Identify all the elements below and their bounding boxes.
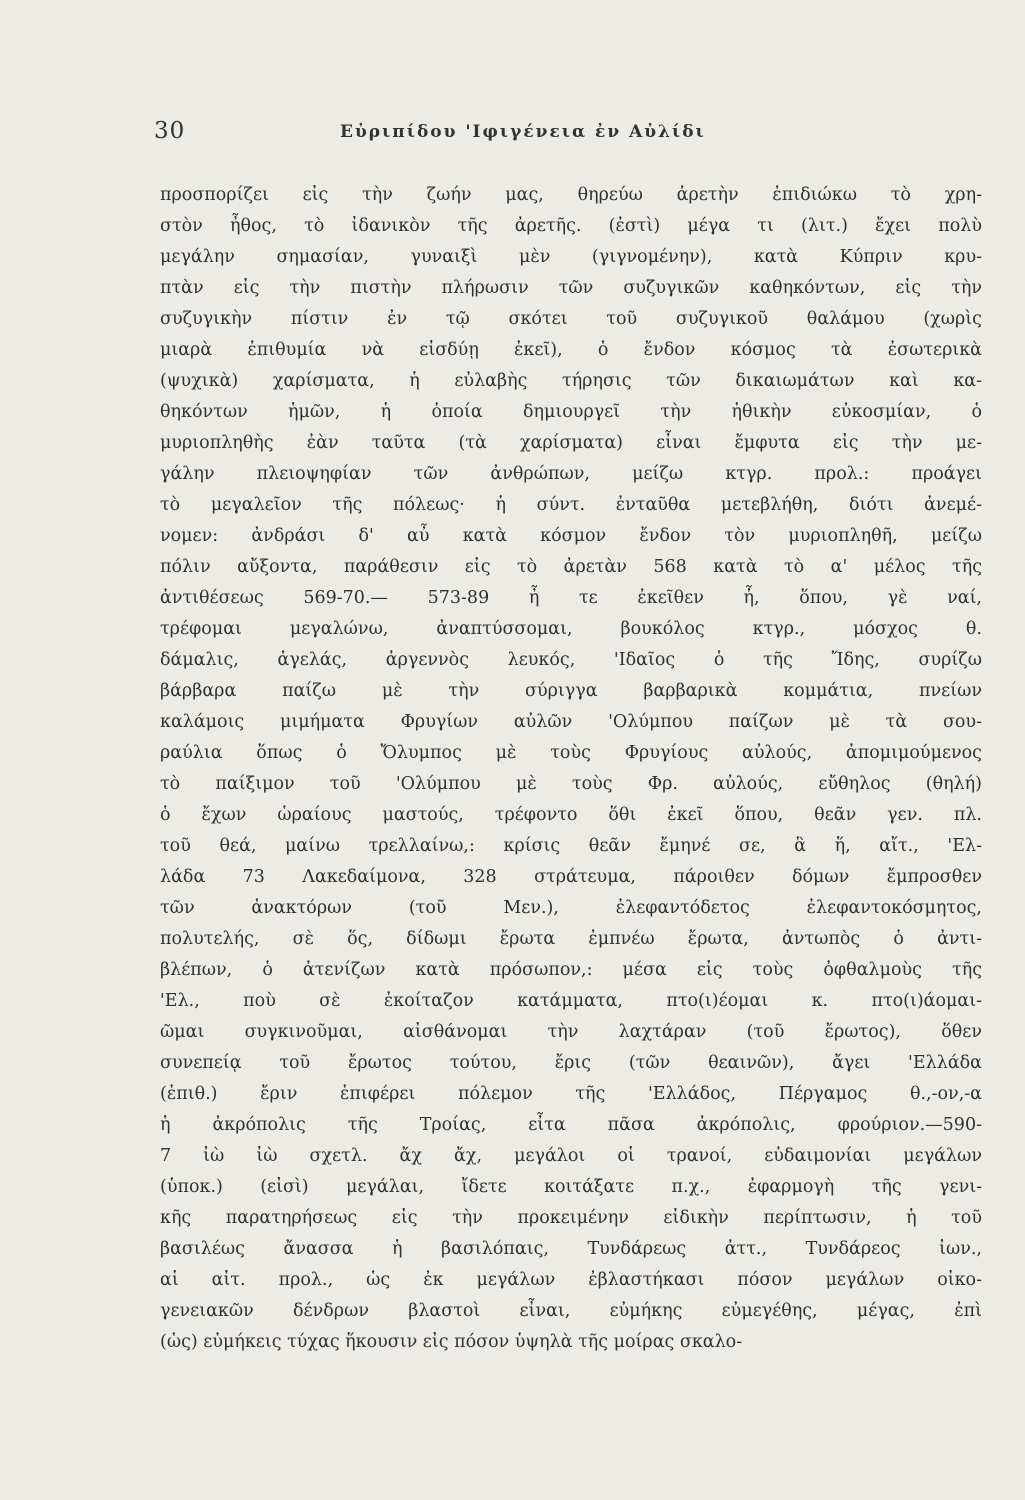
running-head: Εὐριπίδου 'Ιφιγένεια ἐν Αὐλίδι [340,122,706,142]
text-line: βλέπων, ὁ ἀτενίζων κατὰ πρόσωπον,: μέσα εἰς τοὺς ὀφθαλμοὺς τῆς [160,960,982,980]
text-line: πόλιν αὔξοντα, παράθεσιν εἰς τὸ ἀρετὰν 568 κατὰ τὸ α' μέλος τῆς [160,557,982,577]
text-line: λάδα 73 Λακεδαίμονα, 328 στράτευμα, πάροιθεν δόμων ἔμπροσθεν [160,867,982,887]
text-line: (ὑποκ.) (εἰσὶ) μεγάλαι, ἴδετε κοιτάξατε π.χ., ἐφαρμογὴ τῆς γενι- [160,1177,982,1197]
text-line: ραύλια ὅπως ὁ Ὄλυμπος μὲ τοὺς Φρυγίους αὐλούς, ἀπομιμούμενος [160,743,982,763]
text-line: στὸν ἦθος, τὸ ἰδανικὸν τῆς ἀρετῆς. (ἐστὶ) μέγα τι (λιτ.) ἔχει πολὺ [160,216,982,236]
text-line: συζυγικὴν πίστιν ἐν τῷ σκότει τοῦ συζυγικοῦ θαλάμου (χωρὶς [160,309,982,329]
text-line: βασιλέως ἄνασσα ἡ βασιλόπαις, Τυνδάρεως ἀττ., Τυνδάρεος ἰων., [160,1239,982,1259]
page-number: 30 [154,118,186,144]
text-line: (ἐπιθ.) ἔριν ἐπιφέρει πόλεμον τῆς 'Ελλάδος, Πέργαμος θ.,-ον,-α [160,1084,982,1104]
text-line: (ψυχικὰ) χαρίσματα, ἡ εὐλαβὴς τήρησις τῶν δικαιωμάτων καὶ κα- [160,371,982,391]
text-line: ἀντιθέσεως 569-70.— 573-89 ἦ τε ἐκεῖθεν ἦ, ὅπου, γὲ ναί, [160,588,982,608]
text-line: προσπορίζει εἰς τὴν ζωήν μας, θηρεύω ἀρετὴν ἐπιδιώκω τὸ χρη- [160,185,982,205]
text-line: (ὡς) εὐμήκεις τύχας ἥκουσιν εἰς πόσον ὑψηλὰ τῆς μοίρας σκαλο- [160,1332,743,1352]
text-line: 'Ελ., ποὺ σὲ ἐκοίταζον κατάμματα, πτο(ι)έομαι κ. πτο(ι)άομαι- [160,991,982,1011]
text-line: τὸ μεγαλεῖον τῆς πόλεως· ἡ σύντ. ἐνταῦθα μετεβλήθη, διότι ἀνεμέ- [160,495,982,515]
text-line: νομεν: ἀνδράσι δ' αὖ κατὰ κόσμον ἔνδον τὸν μυριοπληθῆ, μείζω [160,526,982,546]
text-line: θηκόντων ἡμῶν, ἡ ὁποία δημιουργεῖ τὴν ἠθικὴν εὐκοσμίαν, ὁ [160,402,982,422]
text-line: πολυτελής, σὲ ὅς, δίδωμι ἔρωτα ἐμπνέω ἔρωτα, ἀντωπὸς ὁ ἀντι- [160,929,982,949]
text-line: γενειακῶν δένδρων βλαστοὶ εἶναι, εὐμήκης εὐμεγέθης, μέγας, ἐπὶ [160,1301,982,1321]
text-line: αἱ αἰτ. προλ., ὡς ἐκ μεγάλων ἐβλαστήκασι πόσον μεγάλων οἰκο- [160,1270,982,1290]
text-line: καλάμοις μιμήματα Φρυγίων αὐλῶν 'Ολύμπου παίζων μὲ τὰ σου- [160,712,982,732]
text-line: μυριοπληθὴς ἐὰν ταῦτα (τὰ χαρίσματα) εἶναι ἔμφυτα εἰς τὴν με- [160,433,982,453]
text-line: τρέφομαι μεγαλώνω, ἀναπτύσσομαι, βουκόλος κτγρ., μόσχος θ. [160,619,982,639]
text-line: 7 ἰὼ ἰὼ σχετλ. ἄχ ἄχ, μεγάλοι οἱ τρανοί, εὐδαιμονίαι μεγάλων [160,1146,982,1166]
text-line: κῆς παρατηρήσεως εἰς τὴν προκειμένην εἰδικὴν περίπτωσιν, ἡ τοῦ [160,1208,982,1228]
text-line: τῶν ἀνακτόρων (τοῦ Μεν.), ἐλεφαντόδετος ἐλεφαντοκόσμητος, [160,898,982,918]
text-line: συνεπείᾳ τοῦ ἔρωτος τούτου, ἔρις (τῶν θεαινῶν), ἄγει 'Ελλάδα [160,1053,982,1073]
text-line: βάρβαρα παίζω μὲ τὴν σύριγγα βαρβαρικὰ κομμάτια, πνείων [160,681,982,701]
text-line: γάλην πλειοψηφίαν τῶν ἀνθρώπων, μείζω κτγρ. προλ.: προάγει [160,464,982,484]
page-header [150,118,990,150]
text-line: ῶμαι συγκινοῦμαι, αἰσθάνομαι τὴν λαχτάραν (τοῦ ἔρωτος), ὅθεν [160,1022,982,1042]
text-line: πτὰν εἰς τὴν πιστὴν πλήρωσιν τῶν συζυγικῶν καθηκόντων, εἰς τὴν [160,278,982,298]
text-line: ἡ ἀκρόπολις τῆς Τροίας, εἶτα πᾶσα ἀκρόπολις, φρούριον.—590- [160,1115,982,1135]
text-line: τὸ παίξιμον τοῦ 'Ολύμπου μὲ τοὺς Φρ. αὐλούς, εὔθηλος (θηλή) [160,774,982,794]
commentary-text [160,180,982,1358]
text-line: μεγάλην σημασίαν, γυναιξὶ μὲν (γιγνομένην), κατὰ Κύπριν κρυ- [160,247,982,267]
text-line: δάμαλις, ἀγελάς, ἀργεννὸς λευκός, 'Ιδαῖος ὁ τῆς Ἴδης, συρίζω [160,650,982,670]
text-line: τοῦ θεά, μαίνω τρελλαίνω,: κρίσις θεᾶν ἔμηνέ σε, ἃ ἥ, αἴτ., 'Ελ- [160,836,982,856]
text-line: ὁ ἔχων ὡραίους μαστούς, τρέφοντο ὅθι ἐκεῖ ὅπου, θεᾶν γεν. πλ. [160,805,982,825]
text-line: μιαρὰ ἐπιθυμία νὰ εἰσδύῃ ἐκεῖ), ὁ ἔνδον κόσμος τὰ ἐσωτερικὰ [160,340,982,360]
